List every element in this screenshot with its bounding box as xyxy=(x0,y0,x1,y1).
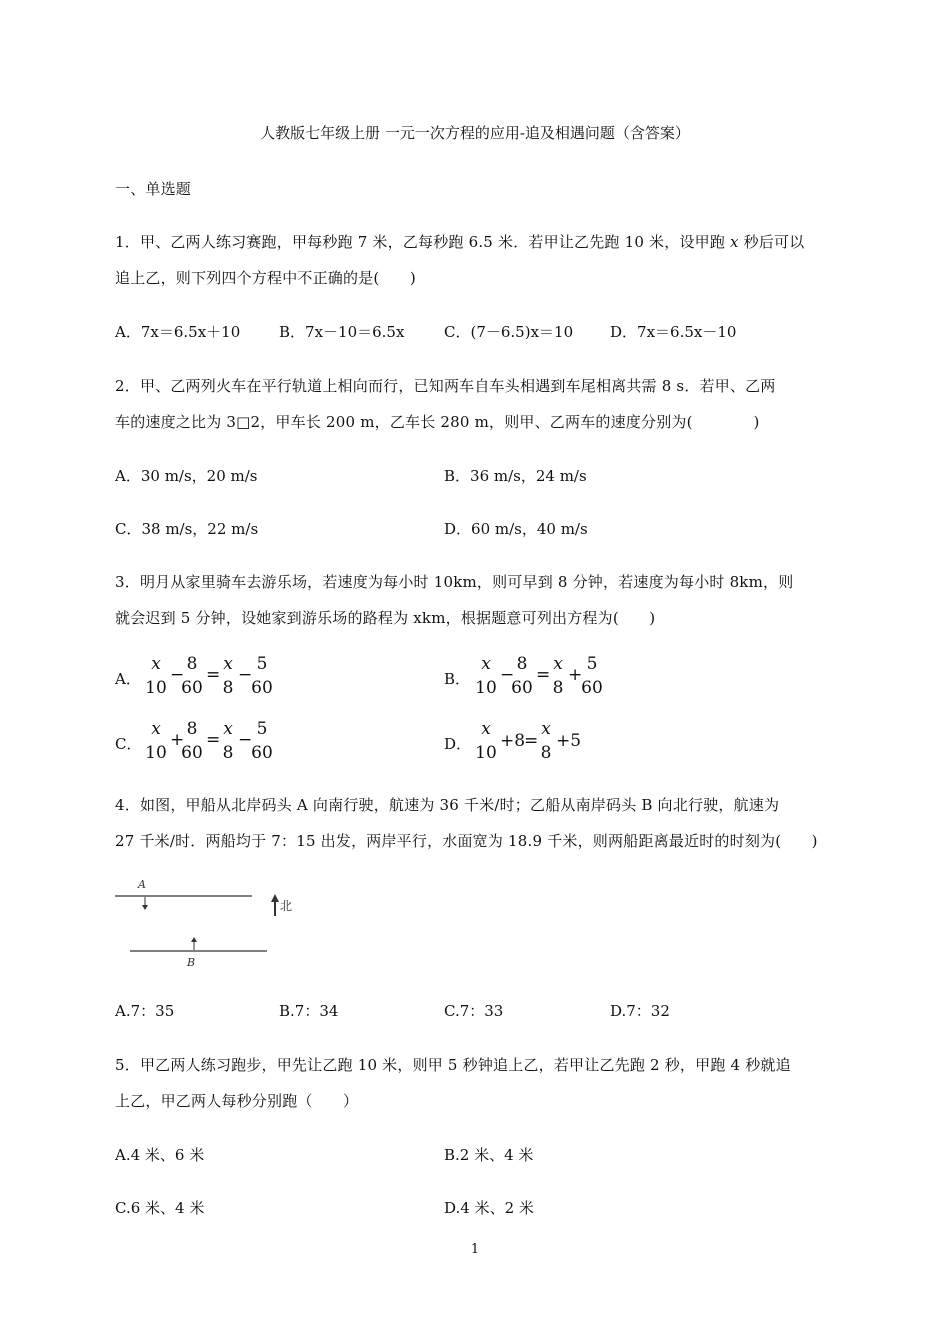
q3-c-frac4: 5 60 xyxy=(251,719,273,763)
q1-option-a: A．7x＝6.5x＋10 xyxy=(115,323,241,341)
q3-b-frac4: 5 60 xyxy=(581,654,603,698)
q4-line1: 4．如图，甲船从北岸码头 A 向南行驶，航速为 36 千米/时；乙船从南岸码头 B 向北行驶，航速为 xyxy=(115,796,780,814)
q4-line2: 27 千米/时．两船均于 7：15 出发，两岸平行，水面宽为 18.9 千米，则两船距离最近时的时刻为( ) xyxy=(115,832,818,850)
q3-d-eq: = xyxy=(524,731,539,751)
section-heading: 一、单选题 xyxy=(115,180,192,198)
q3-a-op1: − xyxy=(170,665,185,685)
q3-c-frac3: x 8 xyxy=(222,719,234,763)
q3-d-frac1: x 10 xyxy=(475,719,497,763)
ship-a-arrowhead xyxy=(142,905,148,910)
q5-option-c: C.6 米、4 米 xyxy=(115,1199,205,1217)
q2-option-d: D．60 m/s，40 m/s xyxy=(444,520,588,538)
q3-b-frac2: 8 60 xyxy=(511,654,533,698)
north-arrowhead xyxy=(271,894,279,902)
q3-a-frac4: 5 60 xyxy=(251,654,273,698)
q3-option-a-label: A． xyxy=(115,670,141,688)
q3-c-frac1: x 10 xyxy=(145,719,167,763)
q2-line1: 2．甲、乙两列火车在平行轨道上相向而行，已知两车自车头相遇到车尾相离共需 8 s．若甲、乙两 xyxy=(115,377,776,395)
ship-b-arrowhead xyxy=(191,937,197,942)
q4-river-diagram xyxy=(110,872,310,972)
q3-b-op1: − xyxy=(500,665,515,685)
q3-a-frac3: x 8 xyxy=(222,654,234,698)
q1-option-d: D．7x＝6.5x－10 xyxy=(610,323,737,341)
q3-a-frac1: x 10 xyxy=(145,654,167,698)
q2-line2: 车的速度之比为 3□2，甲车长 200 m，乙车长 280 m，则甲、乙两车的速度分别为( ) xyxy=(115,413,760,431)
q1-line2: 追上乙，则下列四个方程中不正确的是( ) xyxy=(115,269,416,287)
q3-c-frac2: 8 60 xyxy=(181,719,203,763)
q5-line2: 上乙，甲乙两人每秒分别跑（ ） xyxy=(115,1092,359,1110)
q3-option-d-label: D． xyxy=(444,735,472,753)
q1-option-c: C．(7－6.5)x＝10 xyxy=(444,323,574,341)
dock-b-label: B xyxy=(187,956,196,969)
north-label: 北 xyxy=(280,899,293,913)
q3-c-eq: = xyxy=(206,730,221,750)
q2-option-c: C．38 m/s，22 m/s xyxy=(115,520,259,538)
q5-option-b: B.2 米、4 米 xyxy=(444,1146,534,1164)
q3-a-op2: − xyxy=(238,665,253,685)
q5-option-a: A.4 米、6 米 xyxy=(115,1146,205,1164)
q3-c-op2: − xyxy=(238,730,253,750)
q4-option-c: C.7：33 xyxy=(444,1002,504,1020)
q5-line1: 5．甲乙两人练习跑步，甲先让乙跑 10 米，则甲 5 秒钟追上乙，若甲让乙先跑 2 秒，甲跑 4 秒就追 xyxy=(115,1056,791,1074)
q2-option-b: B．36 m/s，24 m/s xyxy=(444,467,587,485)
q3-b-frac1: x 10 xyxy=(475,654,497,698)
q3-b-frac3: x 8 xyxy=(552,654,564,698)
q3-line2: 就会迟到 5 分钟，设她家到游乐场的路程为 xkm，根据题意可列出方程为( ) xyxy=(115,609,656,627)
q3-line1: 3．明月从家里骑车去游乐场，若速度为每小时 10km，则可早到 8 分钟，若速度为每小时 8km，则 xyxy=(115,573,794,591)
q5-option-d: D.4 米、2 米 xyxy=(444,1199,534,1217)
q3-b-op2: + xyxy=(568,665,583,685)
q3-d-frac2: x 8 xyxy=(540,719,552,763)
q3-d-op2: +5 xyxy=(556,731,582,751)
page-title: 人教版七年级上册 一元一次方程的应用-追及相遇问题（含答案） xyxy=(260,124,690,142)
q1-line1: 1．甲、乙两人练习赛跑，甲每秒跑 7 米，乙每秒跑 6.5 米．若甲让乙先跑 10 米，设甲跑 x 秒后可以 xyxy=(115,233,805,251)
q4-option-a: A.7：35 xyxy=(115,1002,175,1020)
q3-b-eq: = xyxy=(536,665,551,685)
q3-c-op1: + xyxy=(170,730,185,750)
q3-option-b-label: B． xyxy=(444,670,471,688)
q3-a-eq: = xyxy=(206,665,221,685)
q3-a-frac2: 8 60 xyxy=(181,654,203,698)
page-number: 1 xyxy=(470,1242,480,1257)
q3-d-op1: +8 xyxy=(500,731,526,751)
q2-option-a: A．30 m/s，20 m/s xyxy=(115,467,258,485)
dock-a-label: A xyxy=(138,878,146,891)
q3-option-c-label: C． xyxy=(115,735,142,753)
q1-option-b: B．7x－10＝6.5x xyxy=(279,323,405,341)
q4-option-d: D.7：32 xyxy=(610,1002,670,1020)
q4-option-b: B.7：34 xyxy=(279,1002,339,1020)
